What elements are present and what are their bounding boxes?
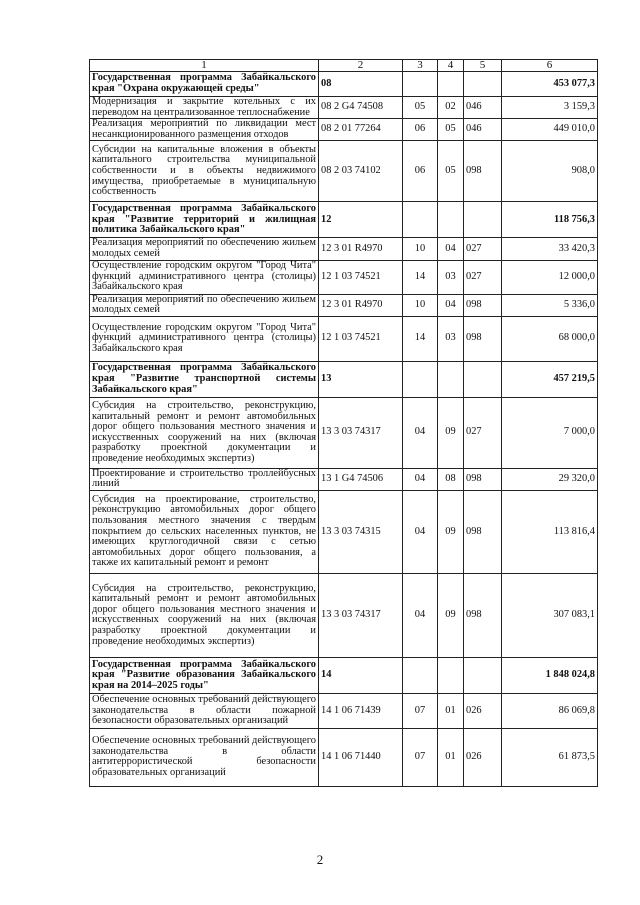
row-name-cell: Реализация мероприятий по ликвидации мест несанкционированного размещения отходов (90, 119, 319, 141)
row-col5-cell: 046 (464, 97, 502, 119)
row-col4-cell: 03 (438, 260, 464, 294)
row-name-cell: Осуществление городским округом "Город Чита" функций административного центра (столицы) Забайкальского края (90, 260, 319, 294)
row-amount-cell: 86 069,8 (502, 693, 598, 728)
row-code-cell: 08 2 03 74102 (319, 141, 403, 202)
row-col5-cell: 098 (464, 468, 502, 490)
row-col4-cell: 03 (438, 316, 464, 361)
row-col3-cell: 06 (403, 141, 438, 202)
table-row (90, 693, 598, 728)
row-code-cell: 08 2 G4 74508 (319, 97, 403, 119)
row-col4-cell: 05 (438, 141, 464, 202)
row-col3-cell: 14 (403, 316, 438, 361)
row-col3-cell: 10 (403, 238, 438, 260)
row-code-cell: 12 (319, 202, 403, 238)
header-cell-1: 1 (90, 60, 319, 72)
row-name-cell: Государственная программа Забайкальского края "Развитие территорий и жилищная политика Забайкальского края" (90, 202, 319, 238)
row-col3-cell: 07 (403, 693, 438, 728)
table-row (90, 316, 598, 361)
row-col5-cell: 098 (464, 490, 502, 573)
row-amount-cell: 113 816,4 (502, 490, 598, 573)
row-name-cell: Государственная программа Забайкальского края "Развитие транспортной системы Забайкальского края" (90, 361, 319, 397)
row-name-cell: Субсидия на строительство, реконструкцию, капитальный ремонт и ремонт автомобильных дорог общего пользования местного значения и искусственных сооружений на них (включая разработку проектной документации и проведение необходимых экспертиз) (90, 573, 319, 657)
table-row (90, 468, 598, 490)
row-col4-cell: 08 (438, 468, 464, 490)
row-name-cell: Субсидия на строительство, реконструкцию, капитальный ремонт и ремонт автомобильных дорог общего пользования местного значения и искусственных сооружений на них (включая разработку проектной документации и проведение необходимых экспертиз) (90, 397, 319, 468)
row-col5-cell: 027 (464, 397, 502, 468)
table-row (90, 97, 598, 119)
row-code-cell: 12 1 03 74521 (319, 260, 403, 294)
row-amount-cell: 449 010,0 (502, 119, 598, 141)
row-amount-cell: 453 077,3 (502, 72, 598, 97)
row-col3-cell: 04 (403, 573, 438, 657)
row-col4-cell: 09 (438, 490, 464, 573)
table-row (90, 490, 598, 573)
header-cell-6: 6 (502, 60, 598, 72)
table-row (90, 573, 598, 657)
row-name-cell: Субсидия на проектирование, строительство, реконструкцию автомобильных дорог общего пользования местного значения с твердым покрытием до сельских населенных пунктов, не имеющих круглогодичной связи с сетью автомобильных дорог общего пользования, а также их капитальный ремонт и ремонт (90, 490, 319, 573)
row-name-cell: Государственная программа Забайкальского края "Охрана окружающей среды" (90, 72, 319, 97)
row-col4-cell (438, 657, 464, 693)
row-amount-cell: 5 336,0 (502, 294, 598, 316)
row-col3-cell: 04 (403, 468, 438, 490)
table-header-row (90, 60, 598, 72)
row-col4-cell (438, 72, 464, 97)
row-name-cell: Осуществление городским округом "Город Чита" функций административного центра (столицы) Забайкальского края (90, 316, 319, 361)
row-col3-cell: 05 (403, 97, 438, 119)
row-col3-cell: 14 (403, 260, 438, 294)
row-col4-cell: 01 (438, 693, 464, 728)
row-amount-cell: 307 083,1 (502, 573, 598, 657)
header-cell-3: 3 (403, 60, 438, 72)
row-col4-cell (438, 202, 464, 238)
row-col5-cell: 026 (464, 693, 502, 728)
row-col5-cell (464, 361, 502, 397)
row-col3-cell (403, 202, 438, 238)
row-name-cell: Субсидии на капитальные вложения в объекты капитального строительства муниципальной собственности и в объекты недвижимого имущества, приобретаемые в муниципальную собственность (90, 141, 319, 202)
table-body (90, 60, 598, 787)
row-code-cell: 12 1 03 74521 (319, 316, 403, 361)
budget-table (89, 59, 598, 787)
program-row (90, 72, 598, 97)
row-col5-cell: 098 (464, 316, 502, 361)
row-code-cell: 13 3 03 74317 (319, 573, 403, 657)
row-amount-cell: 7 000,0 (502, 397, 598, 468)
row-col3-cell: 04 (403, 490, 438, 573)
row-col5-cell (464, 657, 502, 693)
program-row (90, 361, 598, 397)
row-code-cell: 08 (319, 72, 403, 97)
row-col5-cell: 098 (464, 294, 502, 316)
row-col4-cell: 09 (438, 397, 464, 468)
row-code-cell: 12 3 01 R4970 (319, 294, 403, 316)
row-name-cell: Реализация мероприятий по обеспечению жильем молодых семей (90, 294, 319, 316)
row-code-cell: 13 1 G4 74506 (319, 468, 403, 490)
table-row (90, 294, 598, 316)
row-col3-cell: 04 (403, 397, 438, 468)
row-col5-cell: 026 (464, 728, 502, 786)
row-col3-cell: 06 (403, 119, 438, 141)
row-name-cell: Обеспечение основных требований действующего законодательства в области пожарной безопасности образовательных организаций (90, 693, 319, 728)
row-name-cell: Модернизация и закрытие котельных с их переводом на централизованное теплоснабжение (90, 97, 319, 119)
row-amount-cell: 12 000,0 (502, 260, 598, 294)
row-col5-cell (464, 202, 502, 238)
header-cell-2: 2 (319, 60, 403, 72)
row-col5-cell: 046 (464, 119, 502, 141)
row-code-cell: 14 1 06 71440 (319, 728, 403, 786)
row-col5-cell: 098 (464, 141, 502, 202)
row-code-cell: 13 3 03 74317 (319, 397, 403, 468)
row-code-cell: 13 (319, 361, 403, 397)
row-amount-cell: 908,0 (502, 141, 598, 202)
row-col3-cell: 10 (403, 294, 438, 316)
row-name-cell: Государственная программа Забайкальского края "Развитие образования Забайкальского края на 2014–2025 годы" (90, 657, 319, 693)
row-code-cell: 14 1 06 71439 (319, 693, 403, 728)
row-col3-cell (403, 361, 438, 397)
row-col3-cell (403, 657, 438, 693)
row-col4-cell: 01 (438, 728, 464, 786)
row-amount-cell: 457 219,5 (502, 361, 598, 397)
program-row (90, 657, 598, 693)
table-row (90, 728, 598, 786)
row-col4-cell: 09 (438, 573, 464, 657)
row-amount-cell: 29 320,0 (502, 468, 598, 490)
row-col4-cell: 04 (438, 238, 464, 260)
row-col3-cell (403, 72, 438, 97)
row-amount-cell: 33 420,3 (502, 238, 598, 260)
row-col5-cell (464, 72, 502, 97)
table-row (90, 238, 598, 260)
row-name-cell: Проектирование и строительство троллейбусных линий (90, 468, 319, 490)
row-col5-cell: 027 (464, 238, 502, 260)
row-col4-cell: 04 (438, 294, 464, 316)
row-col3-cell: 07 (403, 728, 438, 786)
row-amount-cell: 3 159,3 (502, 97, 598, 119)
row-code-cell: 12 3 01 R4970 (319, 238, 403, 260)
row-col4-cell: 02 (438, 97, 464, 119)
table-row (90, 141, 598, 202)
program-row (90, 202, 598, 238)
row-name-cell: Обеспечение основных требований действующего законодательства в области антитеррористической безопасности образовательных организаций (90, 728, 319, 786)
table-row (90, 397, 598, 468)
row-amount-cell: 68 000,0 (502, 316, 598, 361)
row-amount-cell: 1 848 024,8 (502, 657, 598, 693)
header-cell-5: 5 (464, 60, 502, 72)
row-code-cell: 08 2 01 77264 (319, 119, 403, 141)
row-code-cell: 14 (319, 657, 403, 693)
row-col4-cell (438, 361, 464, 397)
header-cell-4: 4 (438, 60, 464, 72)
row-amount-cell: 61 873,5 (502, 728, 598, 786)
page-number: 2 (316, 852, 324, 867)
row-amount-cell: 118 756,3 (502, 202, 598, 238)
row-col5-cell: 027 (464, 260, 502, 294)
table-row (90, 119, 598, 141)
row-name-cell: Реализация мероприятий по обеспечению жильем молодых семей (90, 238, 319, 260)
table-row (90, 260, 598, 294)
row-code-cell: 13 3 03 74315 (319, 490, 403, 573)
row-col4-cell: 05 (438, 119, 464, 141)
row-col5-cell: 098 (464, 573, 502, 657)
